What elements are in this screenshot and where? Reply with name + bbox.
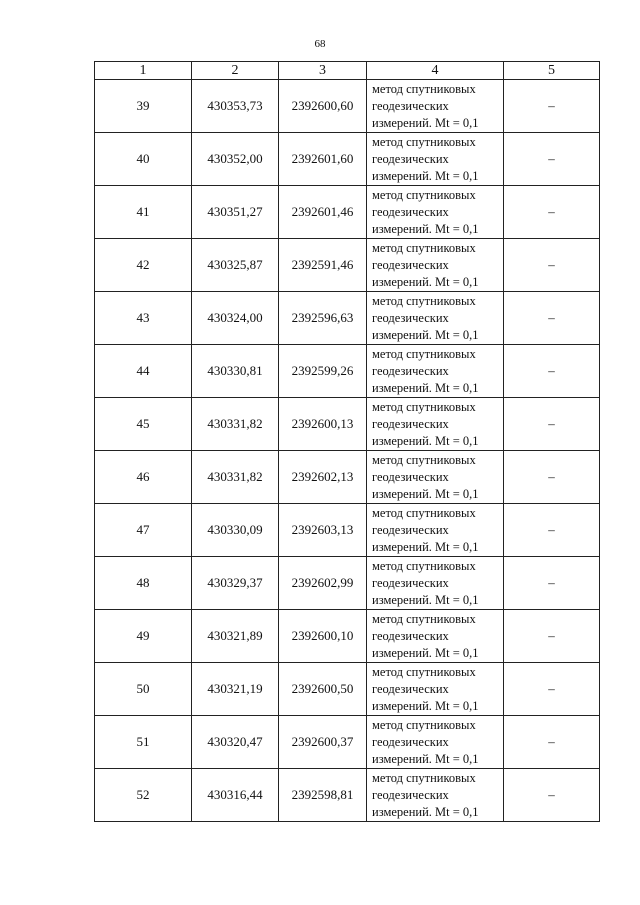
method-cell (367, 451, 504, 504)
column-header-3: 3 (279, 62, 367, 80)
method-line-3: измерений. Mt = 0,1 (372, 539, 479, 554)
note-cell: – (504, 610, 600, 663)
method-line-1: метод спутниковых (372, 293, 476, 308)
page-number: 68 (314, 38, 326, 50)
method-line-2: геодезических (372, 310, 449, 325)
y-coordinate-cell: 2392600,10 (279, 610, 367, 663)
note-cell: – (504, 504, 600, 557)
point-number-cell: 49 (95, 610, 192, 663)
y-coordinate-cell: 2392598,81 (279, 769, 367, 822)
table-body (95, 80, 600, 822)
method-line-1: метод спутниковых (372, 346, 476, 361)
point-number-cell: 52 (95, 769, 192, 822)
point-number-cell: 41 (95, 186, 192, 239)
method-cell (367, 663, 504, 716)
method-line-1: метод спутниковых (372, 134, 476, 149)
method-line-3: измерений. Mt = 0,1 (372, 115, 479, 130)
method-cell (367, 239, 504, 292)
method-line-3: измерений. Mt = 0,1 (372, 486, 479, 501)
point-number-cell: 39 (95, 80, 192, 133)
method-line-2: геодезических (372, 575, 449, 590)
method-cell (367, 504, 504, 557)
table-row (95, 239, 600, 292)
x-coordinate-cell: 430331,82 (192, 398, 279, 451)
note-cell: – (504, 398, 600, 451)
method-line-3: измерений. Mt = 0,1 (372, 327, 479, 342)
method-cell (367, 186, 504, 239)
method-line-3: измерений. Mt = 0,1 (372, 221, 479, 236)
table-row (95, 716, 600, 769)
column-header-4: 4 (367, 62, 504, 80)
note-cell: – (504, 769, 600, 822)
coordinates-table (94, 61, 600, 822)
y-coordinate-cell: 2392600,60 (279, 80, 367, 133)
method-line-1: метод спутниковых (372, 505, 476, 520)
y-coordinate-cell: 2392599,26 (279, 345, 367, 398)
table-row (95, 345, 600, 398)
method-line-2: геодезических (372, 734, 449, 749)
note-cell: – (504, 716, 600, 769)
x-coordinate-cell: 430351,27 (192, 186, 279, 239)
note-cell: – (504, 186, 600, 239)
method-cell (367, 398, 504, 451)
x-coordinate-cell: 430325,87 (192, 239, 279, 292)
method-line-2: геодезических (372, 681, 449, 696)
method-line-1: метод спутниковых (372, 611, 476, 626)
y-coordinate-cell: 2392602,13 (279, 451, 367, 504)
method-cell (367, 345, 504, 398)
method-line-3: измерений. Mt = 0,1 (372, 804, 479, 819)
table-row (95, 398, 600, 451)
x-coordinate-cell: 430331,82 (192, 451, 279, 504)
x-coordinate-cell: 430353,73 (192, 80, 279, 133)
point-number-cell: 43 (95, 292, 192, 345)
x-coordinate-cell: 430316,44 (192, 769, 279, 822)
table-row (95, 504, 600, 557)
method-line-3: измерений. Mt = 0,1 (372, 751, 479, 766)
note-cell: – (504, 557, 600, 610)
point-number-cell: 46 (95, 451, 192, 504)
method-line-1: метод спутниковых (372, 240, 476, 255)
note-cell: – (504, 292, 600, 345)
column-header-1: 1 (95, 62, 192, 80)
table-header-row (95, 62, 600, 80)
y-coordinate-cell: 2392601,60 (279, 133, 367, 186)
column-header-2: 2 (192, 62, 279, 80)
point-number-cell: 40 (95, 133, 192, 186)
y-coordinate-cell: 2392600,13 (279, 398, 367, 451)
method-cell (367, 610, 504, 663)
column-header-5: 5 (504, 62, 600, 80)
y-coordinate-cell: 2392600,37 (279, 716, 367, 769)
method-cell (367, 557, 504, 610)
method-line-2: геодезических (372, 787, 449, 802)
method-cell (367, 769, 504, 822)
method-line-2: геодезических (372, 151, 449, 166)
method-line-1: метод спутниковых (372, 558, 476, 573)
point-number-cell: 51 (95, 716, 192, 769)
x-coordinate-cell: 430330,09 (192, 504, 279, 557)
table-row (95, 769, 600, 822)
method-line-2: геодезических (372, 522, 449, 537)
x-coordinate-cell: 430324,00 (192, 292, 279, 345)
y-coordinate-cell: 2392596,63 (279, 292, 367, 345)
y-coordinate-cell: 2392601,46 (279, 186, 367, 239)
method-line-1: метод спутниковых (372, 717, 476, 732)
note-cell: – (504, 80, 600, 133)
x-coordinate-cell: 430352,00 (192, 133, 279, 186)
table-row (95, 186, 600, 239)
x-coordinate-cell: 430321,19 (192, 663, 279, 716)
method-line-2: геодезических (372, 363, 449, 378)
table-row (95, 133, 600, 186)
point-number-cell: 47 (95, 504, 192, 557)
method-cell (367, 716, 504, 769)
y-coordinate-cell: 2392602,99 (279, 557, 367, 610)
table-row (95, 80, 600, 133)
table-row (95, 557, 600, 610)
point-number-cell: 42 (95, 239, 192, 292)
method-line-2: геодезических (372, 257, 449, 272)
method-cell (367, 80, 504, 133)
method-line-2: геодезических (372, 204, 449, 219)
note-cell: – (504, 451, 600, 504)
table-row (95, 663, 600, 716)
method-line-1: метод спутниковых (372, 452, 476, 467)
method-line-1: метод спутниковых (372, 664, 476, 679)
x-coordinate-cell: 430330,81 (192, 345, 279, 398)
point-number-cell: 48 (95, 557, 192, 610)
x-coordinate-cell: 430320,47 (192, 716, 279, 769)
x-coordinate-cell: 430321,89 (192, 610, 279, 663)
y-coordinate-cell: 2392603,13 (279, 504, 367, 557)
point-number-cell: 50 (95, 663, 192, 716)
method-line-1: метод спутниковых (372, 770, 476, 785)
method-line-1: метод спутниковых (372, 81, 476, 96)
method-cell (367, 133, 504, 186)
method-line-3: измерений. Mt = 0,1 (372, 380, 479, 395)
table-row (95, 451, 600, 504)
method-line-2: геодезических (372, 416, 449, 431)
method-line-3: измерений. Mt = 0,1 (372, 168, 479, 183)
method-line-1: метод спутниковых (372, 187, 476, 202)
x-coordinate-cell: 430329,37 (192, 557, 279, 610)
method-line-3: измерений. Mt = 0,1 (372, 698, 479, 713)
method-line-2: геодезических (372, 98, 449, 113)
table-row (95, 610, 600, 663)
method-cell (367, 292, 504, 345)
table-row (95, 292, 600, 345)
note-cell: – (504, 663, 600, 716)
y-coordinate-cell: 2392600,50 (279, 663, 367, 716)
note-cell: – (504, 239, 600, 292)
point-number-cell: 44 (95, 345, 192, 398)
method-line-2: геодезических (372, 628, 449, 643)
method-line-1: метод спутниковых (372, 399, 476, 414)
method-line-2: геодезических (372, 469, 449, 484)
y-coordinate-cell: 2392591,46 (279, 239, 367, 292)
method-line-3: измерений. Mt = 0,1 (372, 645, 479, 660)
method-line-3: измерений. Mt = 0,1 (372, 433, 479, 448)
note-cell: – (504, 345, 600, 398)
note-cell: – (504, 133, 600, 186)
method-line-3: измерений. Mt = 0,1 (372, 592, 479, 607)
point-number-cell: 45 (95, 398, 192, 451)
method-line-3: измерений. Mt = 0,1 (372, 274, 479, 289)
